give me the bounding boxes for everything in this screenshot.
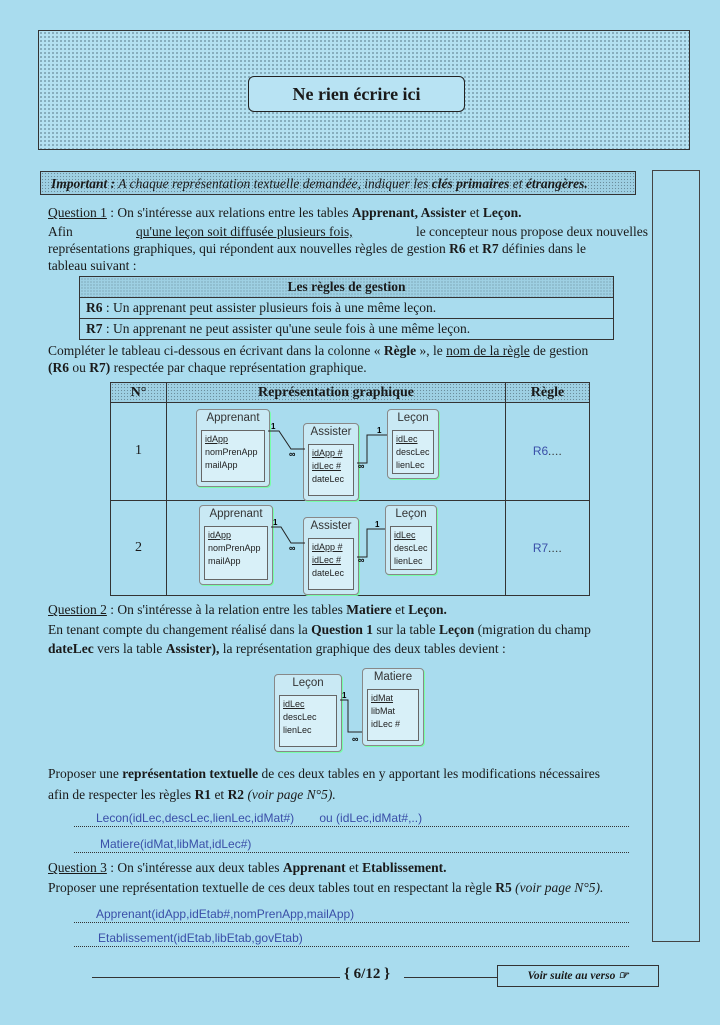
margin-box <box>652 170 700 942</box>
entity-lecon: Leçon idLec descLec lienLec <box>385 505 437 575</box>
row-1-answer: R6.... <box>532 444 563 458</box>
rule-r7: R7 : Un apprenant ne peut assister qu'une seule fois à une même leçon. <box>80 319 614 340</box>
rules-table <box>79 276 614 340</box>
svg-text:1: 1 <box>271 422 276 431</box>
q1-line4: tableau suivant : <box>48 258 137 273</box>
entity-lecon: Leçon idLec descLec lienLec <box>387 409 439 479</box>
q2-answer-line-2: Matiere(idMat,libMat,idLec#) <box>74 836 629 853</box>
q2-connector <box>330 690 370 750</box>
row-1-num: 1 <box>135 443 142 458</box>
representation-table <box>110 382 590 596</box>
entity-assister: Assister idApp # idLec # dateLec <box>303 423 359 501</box>
q3-intro: Question 3 : On s'intéresse aux deux tables Apprenant et Etablissement. <box>48 860 447 875</box>
svg-text:∞: ∞ <box>289 449 296 459</box>
q3-line2: Proposer une représentation textuelle de ces deux tables tout en respectant la règle R5 (voir page N°5). <box>48 880 604 895</box>
header-representation: Représentation graphique <box>167 383 505 402</box>
do-not-write-banner: Ne rien écrire ici <box>248 76 465 112</box>
q1-intro: Question 1 : On s'intéresse aux relations entre les tables Apprenant, Assister et Leçon. <box>48 205 522 220</box>
important-note: Important : A chaque représentation textuelle demandée, indiquer les clés primaires et étrangères. <box>40 171 636 195</box>
q1-line2: Afin qu'une leçon soit diffusée plusieurs fois, le concepteur nous propose deux nouvelles <box>48 224 648 239</box>
svg-text:1: 1 <box>273 518 278 527</box>
q2-prop2: afin de respecter les règles R1 et R2 (voir page N°5). <box>48 787 336 802</box>
header-rule: Règle <box>506 383 589 402</box>
page-number: { 6/12 } <box>344 966 391 982</box>
svg-text:∞: ∞ <box>358 461 365 471</box>
svg-text:1: 1 <box>375 520 380 529</box>
rules-title: Les règles de gestion <box>80 277 614 298</box>
q1-line3: représentations graphiques, qui répondent aux nouvelles règles de gestion R6 et R7 définies dans le <box>48 241 586 256</box>
q2-prop1: Proposer une représentation textuelle de ces deux tables en y apportant les modifications nécessaires <box>48 766 600 781</box>
q1-instr1: Compléter le tableau ci-dessous en écrivant dans la colonne « Règle », le nom de la règle de gestion <box>48 343 589 358</box>
q3-answer-line-1: Apprenant(idApp,idEtab#,nomPrenApp,mailApp) <box>74 906 629 923</box>
entity-apprenant: Apprenant idApp nomPrenApp mailApp <box>196 409 270 487</box>
svg-text:∞: ∞ <box>289 543 296 553</box>
q2-intro: Question 2 : On s'intéresse à la relation entre les tables Matiere et Leçon. <box>48 602 447 617</box>
row-2-connectors <box>111 383 589 595</box>
q2-line2: En tenant compte du changement réalisé dans la Question 1 sur la table Leçon (migration du champ <box>48 622 591 637</box>
header-num: N° <box>111 383 166 402</box>
svg-text:∞: ∞ <box>358 555 365 565</box>
continue-verso: Voir suite au verso ☞ <box>497 965 659 987</box>
q3-answer-line-2: Etablissement(idEtab,libEtab,govEtab) <box>74 930 629 947</box>
svg-text:1: 1 <box>342 691 347 700</box>
entity-matiere: Matiere idMat libMat idLec # <box>362 668 424 746</box>
entity-assister: Assister idApp # idLec # dateLec <box>303 517 359 595</box>
svg-text:1: 1 <box>377 426 382 435</box>
row-2-answer: R7.... <box>532 541 563 555</box>
rule-r6: R6 : Un apprenant peut assister plusieurs fois à une même leçon. <box>80 298 614 319</box>
entity-apprenant: Apprenant idApp nomPrenApp mailApp <box>199 505 273 585</box>
q1-instr2: (R6 ou R7) respectée par chaque représentation graphique. <box>48 360 367 375</box>
entity-lecon: Leçon idLec descLec lienLec <box>274 674 342 752</box>
footer-line-left <box>92 977 340 978</box>
q2-line3: dateLec vers la table Assister), la représentation graphique des deux tables devient : <box>48 641 506 656</box>
footer-line-right <box>404 977 497 978</box>
q2-answer-line-1: Lecon(idLec,descLec,lienLec,idMat#) ou (idLec,idMat#,..) <box>74 810 629 827</box>
svg-text:∞: ∞ <box>352 734 359 744</box>
row-2-num: 2 <box>135 540 142 555</box>
